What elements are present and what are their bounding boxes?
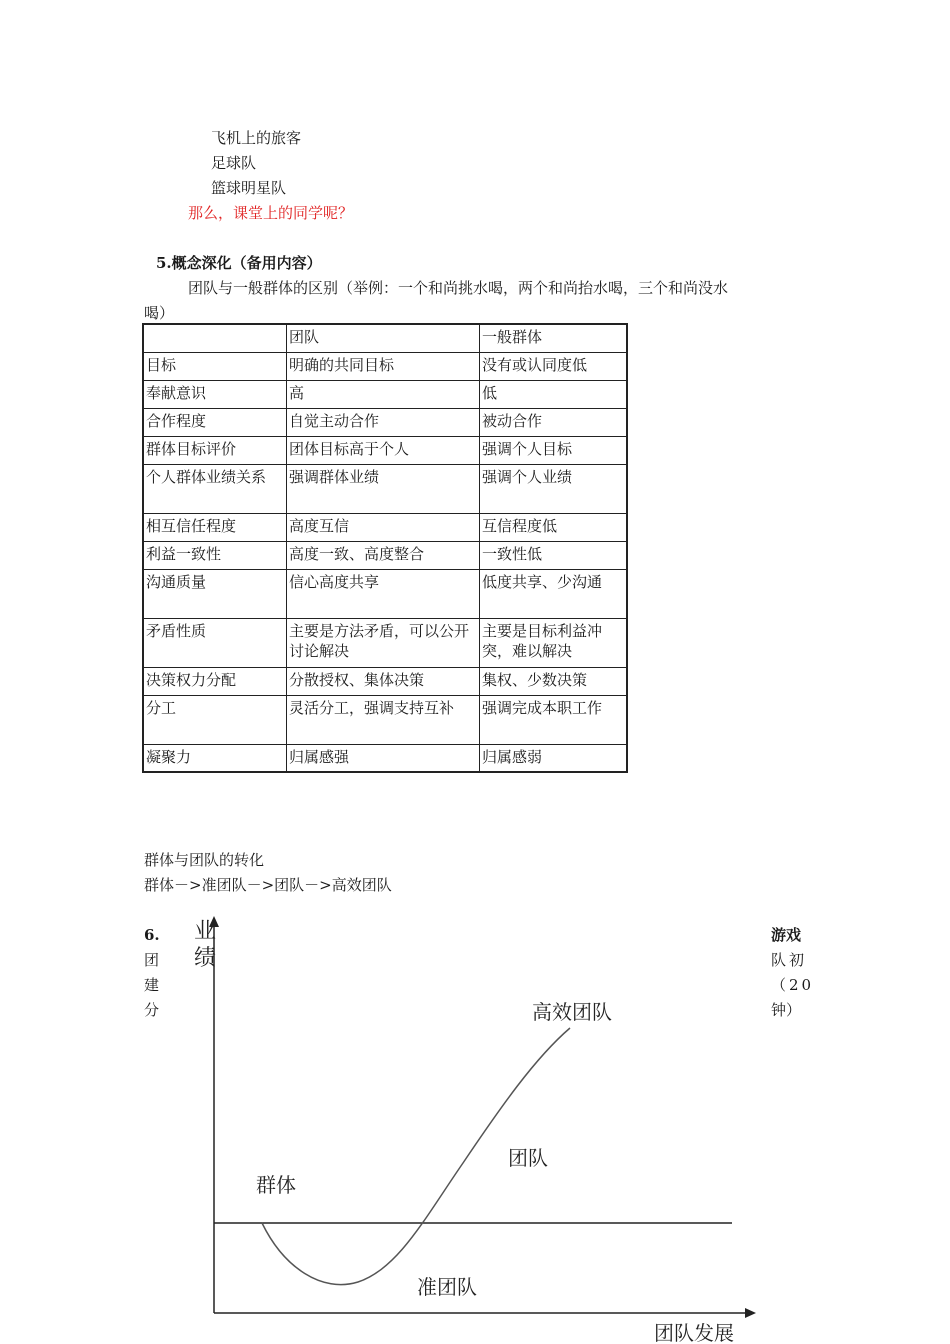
team-cell: 明确的共同目标 xyxy=(287,352,480,380)
team-development-chart xyxy=(180,908,770,1344)
table-row xyxy=(143,744,627,772)
table-row xyxy=(143,569,627,618)
header-cell-team: 团队 xyxy=(287,324,480,352)
y-axis-label-char: 绩 xyxy=(194,946,217,971)
game-title: 游戏 xyxy=(771,926,802,944)
x-axis-arrow-icon xyxy=(745,1308,756,1318)
team-cell: 高度一致、高度整合 xyxy=(287,541,480,569)
list-item-football-team: 足球队 xyxy=(211,154,257,172)
y-axis-label xyxy=(194,919,223,971)
group-cell: 低 xyxy=(480,380,628,408)
section6-char: 团 xyxy=(144,951,160,969)
team-cell: 分散授权、集体决策 xyxy=(287,667,480,695)
group-cell: 强调完成本职工作 xyxy=(480,695,628,744)
team-vs-group-table xyxy=(142,323,628,773)
game-line: （20 xyxy=(771,976,815,994)
stage-label-high-performance-team: 高效团队 xyxy=(532,1000,612,1024)
group-cell: 互信程度低 xyxy=(480,513,628,541)
row-label: 矛盾性质 xyxy=(143,618,287,667)
table-row xyxy=(143,667,627,695)
team-cell: 高度互信 xyxy=(287,513,480,541)
table-row xyxy=(143,513,627,541)
team-cell: 信心高度共享 xyxy=(287,569,480,618)
stage-label-team: 团队 xyxy=(508,1146,548,1170)
header-cell-group: 一般群体 xyxy=(480,324,628,352)
row-label: 沟通质量 xyxy=(143,569,287,618)
section6-number: 6. xyxy=(144,926,160,944)
row-label: 合作程度 xyxy=(143,408,287,436)
classroom-question: 那么，课堂上的同学呢？ xyxy=(188,204,354,222)
row-label: 目标 xyxy=(143,352,287,380)
row-label: 相互信任程度 xyxy=(143,513,287,541)
table-row xyxy=(143,380,627,408)
row-label: 奉献意识 xyxy=(143,380,287,408)
x-axis-label: 团队发展 xyxy=(654,1321,734,1344)
group-cell: 强调个人业绩 xyxy=(480,464,628,513)
group-cell: 归属感弱 xyxy=(480,744,628,772)
row-label: 个人群体业绩关系 xyxy=(143,464,287,513)
group-cell: 没有或认同度低 xyxy=(480,352,628,380)
group-cell: 主要是目标利益冲突，难以解决 xyxy=(480,618,628,667)
section5-intro-line1: 团队与一般群体的区别（举例：一个和尚挑水喝，两个和尚抬水喝，三个和尚没水 xyxy=(188,279,729,297)
row-label: 群体目标评价 xyxy=(143,436,287,464)
row-label: 分工 xyxy=(143,695,287,744)
header-cell xyxy=(143,324,287,352)
team-cell: 主要是方法矛盾，可以公开讨论解决 xyxy=(287,618,480,667)
row-label: 决策权力分配 xyxy=(143,667,287,695)
table-row xyxy=(143,436,627,464)
group-cell: 被动合作 xyxy=(480,408,628,436)
team-cell: 自觉主动合作 xyxy=(287,408,480,436)
section6-char: 建 xyxy=(144,976,160,994)
section5-intro-line2: 喝） xyxy=(144,304,175,322)
team-cell: 灵活分工，强调支持互补 xyxy=(287,695,480,744)
table-header-row xyxy=(143,324,627,352)
group-cell: 集权、少数决策 xyxy=(480,667,628,695)
row-label: 凝聚力 xyxy=(143,744,287,772)
list-item-passengers: 飞机上的旅客 xyxy=(211,129,302,147)
section6-char: 分 xyxy=(144,1001,160,1019)
game-line: 钟） xyxy=(771,1001,802,1019)
game-line: 队初 xyxy=(771,951,808,969)
table-row xyxy=(143,408,627,436)
row-label: 利益一致性 xyxy=(143,541,287,569)
group-cell: 强调个人目标 xyxy=(480,436,628,464)
stage-label-quasi-team: 准团队 xyxy=(417,1275,477,1299)
team-cell: 团体目标高于个人 xyxy=(287,436,480,464)
stage-label-group: 群体 xyxy=(256,1173,296,1197)
transform-title: 群体与团队的转化 xyxy=(144,851,265,869)
y-axis-label-char: 业 xyxy=(194,919,217,944)
list-item-basketball-team: 篮球明星队 xyxy=(211,179,287,197)
table-row xyxy=(143,352,627,380)
table-row xyxy=(143,541,627,569)
team-cell: 归属感强 xyxy=(287,744,480,772)
team-cell: 强调群体业绩 xyxy=(287,464,480,513)
table-row xyxy=(143,618,627,667)
team-cell: 高 xyxy=(287,380,480,408)
group-cell: 一致性低 xyxy=(480,541,628,569)
section5-heading: 5.概念深化（备用内容） xyxy=(156,254,322,272)
table-row xyxy=(143,695,627,744)
transform-sequence: 群体－>准团队－>团队－>高效团队 xyxy=(144,876,392,894)
group-cell: 低度共享、少沟通 xyxy=(480,569,628,618)
table-row xyxy=(143,464,627,513)
